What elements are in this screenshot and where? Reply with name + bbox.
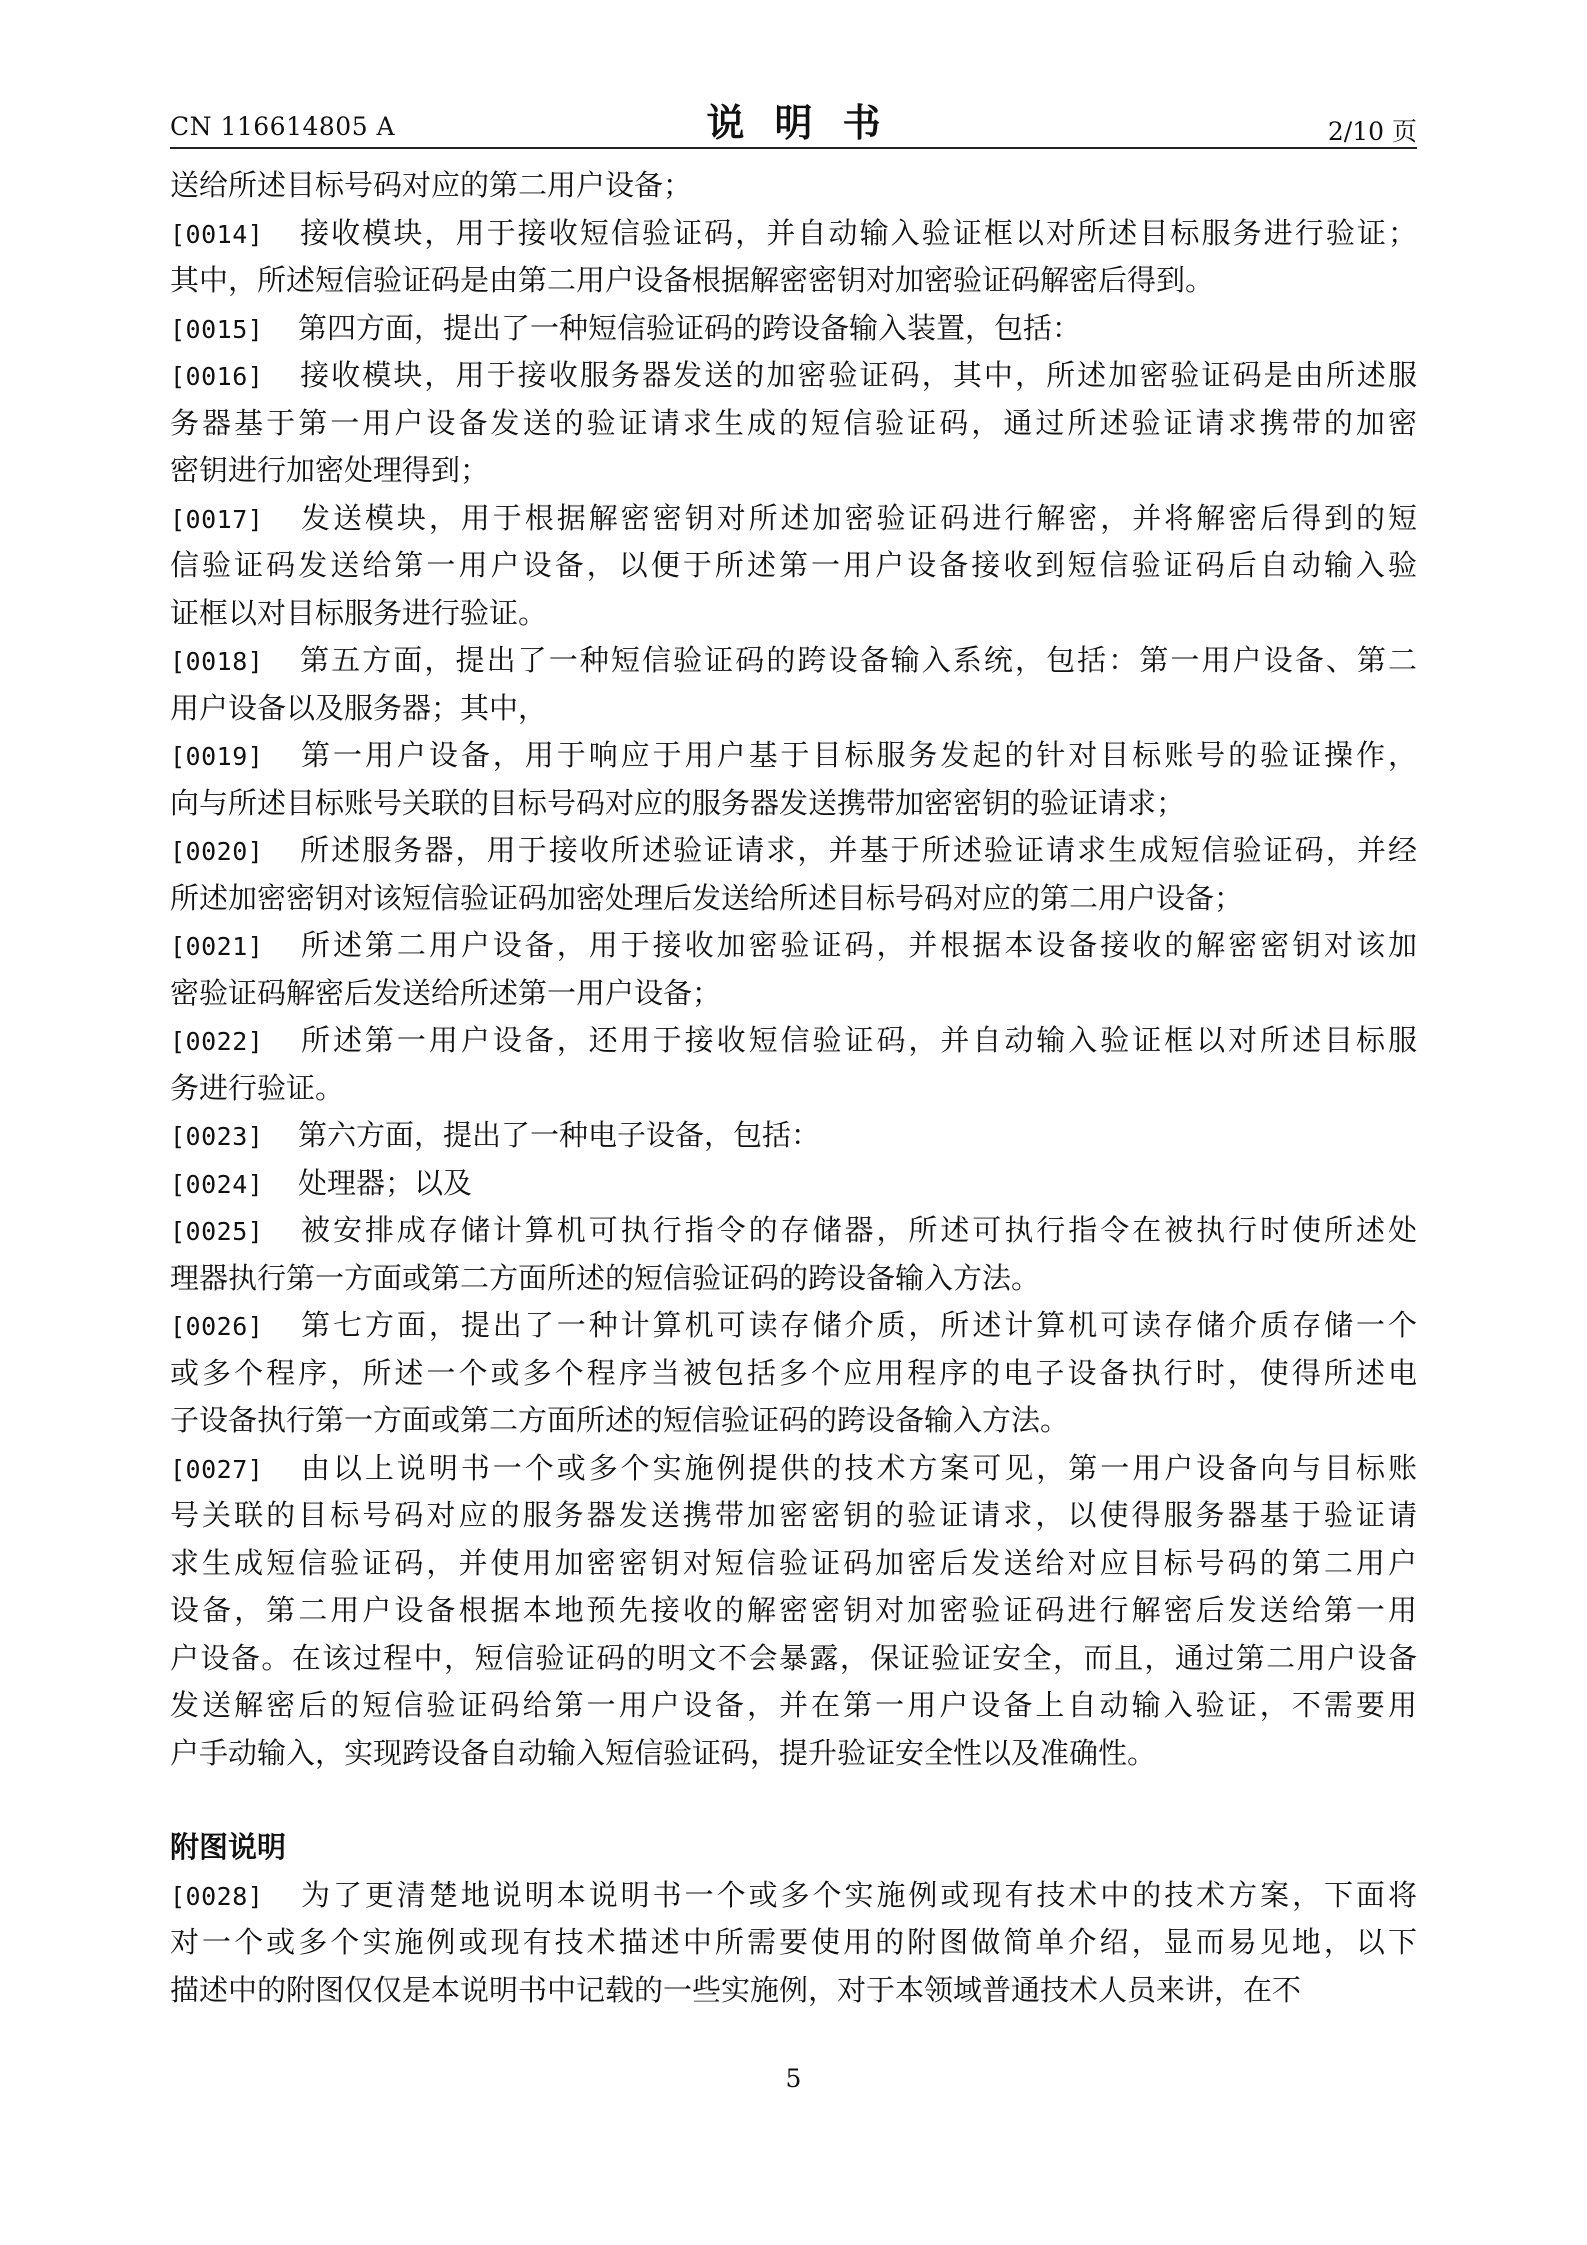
text-line: [170, 780, 1417, 828]
line-text: 第四方面，提出了一种短信验证码的跨设备输入装置，包括：: [298, 310, 1082, 345]
line-text: 户手动输入，实现跨设备自动输入短信验证码，提升验证安全性以及准确性。: [170, 1735, 1157, 1770]
text-line: [170, 1445, 1417, 1493]
line-text: 户设备。在该过程中，短信验证码的明文不会暴露，保证验证安全，而且，通过第二用户设备: [170, 1640, 1417, 1675]
text-line: [170, 1967, 1417, 2015]
text-line: [170, 1492, 1417, 1540]
paragraph-number: [0018]: [170, 647, 264, 676]
line-text: 设备，第二用户设备根据本地预先接收的解密密钥对加密验证码进行解密后发送给第一用: [170, 1593, 1417, 1627]
paragraph: [170, 1445, 1417, 1778]
document-title: 说明书: [706, 100, 911, 145]
text-line: [170, 1017, 1417, 1065]
paragraph-number: [0014]: [170, 219, 264, 249]
text-line: [170, 1112, 1417, 1160]
line-text: 对一个或多个实施例或现有技术描述中所需要使用的附图做简单介绍，显而易见地，以下: [170, 1925, 1417, 1959]
paragraph-number: [0020]: [170, 837, 264, 866]
text-line: [170, 970, 1417, 1018]
text-line: [170, 922, 1417, 970]
text-line: [170, 305, 1417, 353]
paragraph-number: [0025]: [170, 1217, 264, 1246]
line-text: 号关联的目标号码对应的服务器发送携带加密密钥的验证请求，以使得服务器基于验证请: [170, 1498, 1417, 1532]
page-number: 5: [785, 2064, 802, 2093]
text-line: [170, 1397, 1417, 1445]
paragraph: [170, 1160, 1417, 1208]
line-text: 证框以对目标服务进行验证。: [170, 595, 548, 630]
line-text: 务器基于第一用户设备发送的验证请求生成的短信验证码，通过所述验证请求携带的加密: [170, 405, 1417, 440]
paragraph-number: [0027]: [170, 1454, 264, 1484]
paragraph-number: [0019]: [170, 742, 264, 771]
section-heading: 附图说明: [170, 1830, 287, 1864]
line-text: 用户设备以及服务器；其中，: [170, 690, 548, 725]
line-text: 或多个程序，所述一个或多个程序当被包括多个应用程序的电子设备执行时，使得所述电: [170, 1355, 1417, 1390]
paragraph: [170, 210, 1417, 305]
line-text: 密验证码解密后发送给所述第一用户设备；: [170, 975, 722, 1010]
line-text: 由以上说明书一个或多个实施例提供的技术方案可见，第一用户设备向与目标账: [298, 1450, 1417, 1485]
text-line: [170, 400, 1417, 448]
line-text: 接收模块，用于接收服务器发送的加密验证码，其中，所述加密验证码是由所述服: [298, 358, 1417, 392]
line-text: 密钥进行加密处理得到；: [170, 453, 490, 487]
text-line: [170, 1730, 1417, 1778]
line-text: 发送解密后的短信验证码给第一用户设备，并在第一用户设备上自动输入验证，不需要用: [170, 1688, 1417, 1722]
line-text: 子设备执行第一方面或第二方面所述的短信验证码的跨设备输入方法。: [170, 1403, 1070, 1437]
text-line: [170, 590, 1417, 638]
text-line: [170, 1635, 1417, 1683]
paragraph-number: [0022]: [170, 1027, 264, 1056]
text-line: [170, 875, 1417, 923]
text-line: [170, 1682, 1417, 1730]
line-text: 所述加密密钥对该短信验证码加密处理后发送给所述目标号码对应的第二用户设备；: [170, 880, 1244, 915]
line-text: 向与所述目标账号关联的目标号码对应的服务器发送携带加密密钥的验证请求；: [170, 785, 1186, 820]
paragraph-number: [0026]: [170, 1312, 264, 1341]
line-text: 被安排成存储计算机可执行指令的存储器，所述可执行指令在被执行时使所述处: [298, 1213, 1417, 1247]
line-text: 为了更清楚地说明本说明书一个或多个实施例或现有技术中的技术方案，下面将: [298, 1877, 1417, 1912]
text-line: [170, 637, 1417, 685]
text-line: [170, 827, 1417, 875]
line-text: 描述中的附图仅仅是本说明书中记载的一些实施例，对于本领域普通技术人员来讲，在不: [170, 1972, 1302, 2007]
text-line: [170, 685, 1417, 733]
line-text: 其中，所述短信验证码是由第二用户设备根据解密密钥对加密验证码解密后得到。: [170, 263, 1215, 297]
paragraph-number: [0028]: [170, 1881, 264, 1911]
text-line: [170, 1065, 1417, 1113]
text-line: [170, 732, 1417, 780]
page-header: [170, 88, 1417, 148]
line-text: 第五方面，提出了一种短信验证码的跨设备输入系统，包括：第一用户设备、第二: [298, 643, 1417, 677]
text-line: [170, 210, 1417, 258]
paragraph: [170, 1302, 1417, 1445]
line-text: 发送模块，用于根据解密密钥对所述加密验证码进行解密，并将解密后得到的短: [298, 500, 1417, 535]
paragraph-number: [0017]: [170, 504, 264, 534]
line-text: 第七方面，提出了一种计算机可读存储介质，所述计算机可读存储介质存储一个: [298, 1308, 1417, 1342]
paragraph: [170, 352, 1417, 495]
paragraph: [170, 1872, 1417, 2015]
text-line: [170, 1540, 1417, 1588]
paragraph: [170, 1112, 1417, 1160]
text-line: [170, 1350, 1417, 1398]
text-line: [170, 1302, 1417, 1350]
patent-number: CN 116614805 A: [170, 112, 396, 141]
page-indicator: 2/10 页: [1327, 117, 1417, 146]
paragraph: [170, 305, 1417, 353]
paragraph-number: [0021]: [170, 932, 264, 961]
text-line: [170, 447, 1417, 495]
text-line: [170, 257, 1417, 305]
line-text: 所述第二用户设备，用于接收加密验证码，并根据本设备接收的解密密钥对该加: [298, 928, 1417, 962]
paragraph: [170, 637, 1417, 732]
text-line: [170, 1872, 1417, 1920]
line-text: 送给所述目标号码对应的第二用户设备；: [170, 168, 693, 202]
text-line: [170, 1587, 1417, 1635]
paragraph: [170, 1017, 1417, 1112]
line-text: 处理器；以及: [298, 1165, 473, 1200]
line-text: 第六方面，提出了一种电子设备，包括：: [298, 1118, 821, 1152]
paragraph-number: [0016]: [170, 362, 264, 391]
paragraph-number: [0023]: [170, 1122, 264, 1151]
text-line: [170, 1255, 1417, 1303]
text-line: [170, 1207, 1417, 1255]
paragraph: [170, 495, 1417, 638]
line-text: 信验证码发送给第一用户设备，以便于所述第一用户设备接收到短信验证码后自动输入验: [170, 548, 1417, 582]
line-text: 求生成短信验证码，并使用加密密钥对短信验证码加密后发送给对应目标号码的第二用户: [170, 1545, 1417, 1580]
line-text: 所述第一用户设备，还用于接收短信验证码，并自动输入验证框以对所述目标服: [298, 1023, 1417, 1057]
text-line: [170, 162, 1417, 210]
line-text: 理器执行第一方面或第二方面所述的短信验证码的跨设备输入方法。: [170, 1260, 1041, 1295]
line-text: 第一用户设备，用于响应于用户基于目标服务发起的针对目标账号的验证操作，: [298, 738, 1417, 772]
text-line: [170, 495, 1417, 543]
paragraph: [170, 1207, 1417, 1302]
paragraph-number: [0024]: [170, 1169, 264, 1199]
paragraph-number: [0015]: [170, 314, 264, 344]
document-body: [170, 162, 1417, 2014]
text-line: [170, 1160, 1417, 1208]
paragraph: [170, 827, 1417, 922]
line-text: 务进行验证。: [170, 1070, 345, 1105]
text-line: [170, 1919, 1417, 1967]
header-divider: [170, 147, 1417, 149]
text-line: [170, 352, 1417, 400]
line-text: 接收模块，用于接收短信验证码，并自动输入验证框以对所述目标服务进行验证；: [298, 215, 1417, 250]
paragraph: [170, 732, 1417, 827]
text-line: [170, 542, 1417, 590]
line-text: 所述服务器，用于接收所述验证请求，并基于所述验证请求生成短信验证码，并经: [298, 833, 1417, 867]
paragraph: [170, 922, 1417, 1017]
